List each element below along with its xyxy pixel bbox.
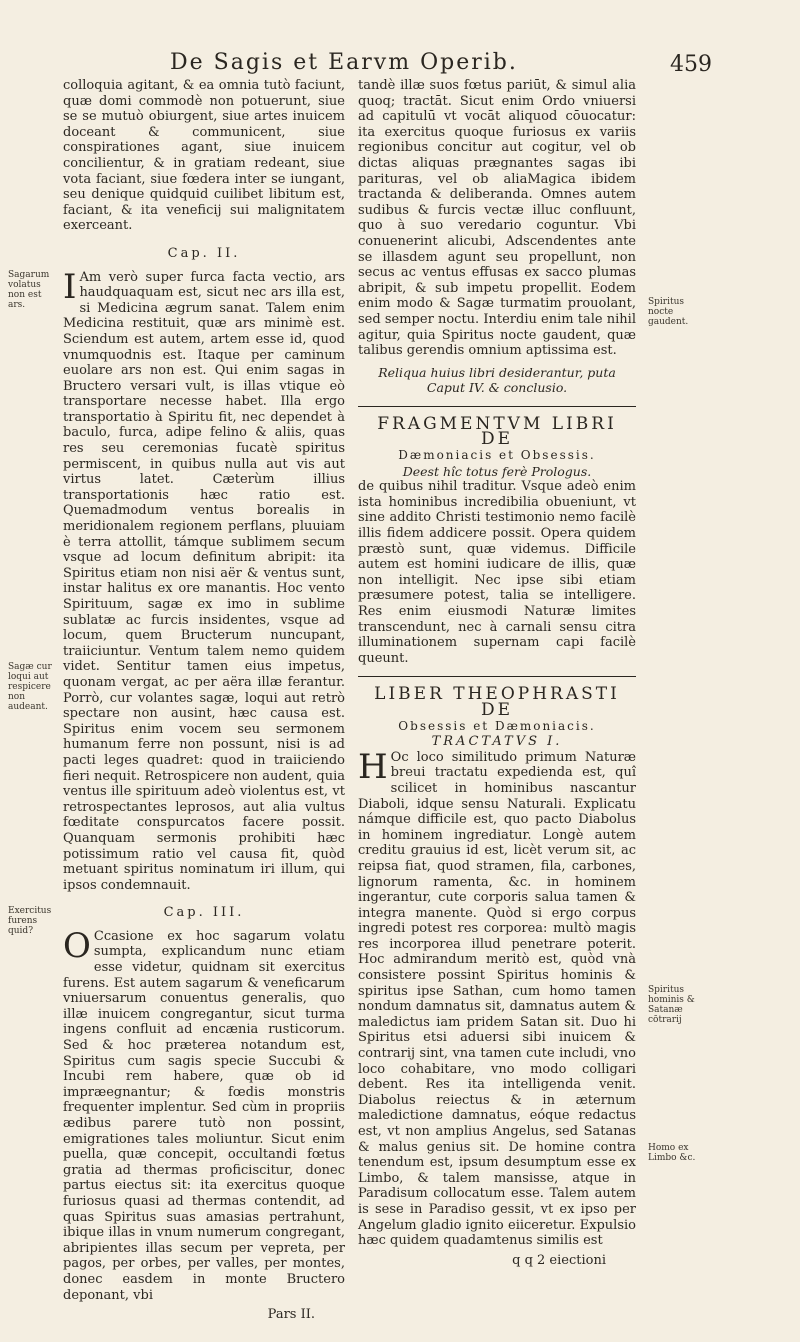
paragraph: O Ccasione ex hoc sagarum volatu sumpta, explicandum nunc etiam esse videtur, quidnam sit exercitus furens. Est autem sagarum & veneficarum vniuersarum conuentus generalis, quo illæ inuicem congregantur, sicut turma ingens confluit ad encænia rusticorum. Sed & hoc præterea notandum est, Spiritus cum sagis specie Succubi & Incubi rem habere, quæ ob id impræegnantur; & fœdis monstris frequenter implentur. Sed cùm in propriis ædibus parere tutò non possint, emigrationes tales moliuntur. Sicut enim puella, quæ concepit, occultandi fœtus gratia ad thermas proficiscitur, donec partus eiectus sit: ita exercitus quoque furiosus quasi ad thermas contendit, ad quas Spiritus suas amasias pertrahunt, ibique illas in vnum numerum congregant, abripientes illas secum per vepreta, per pagos, per orbes, per valles, per montes, donec easdem in monte Bructero deponant, vbi [63,925,345,1303]
drop-cap: I [63,266,77,307]
paragraph: H Oc loco similitudo primum Naturæ breui tractatu expedienda est, quî scilicet in hominibus nascantur Diaboli, idque sensu Naturali. Explicatu námque difficile est, quo pacto Diabolus in hominem ingrediatur. Longè autem creditu grauius id est, licèt verum sit, ac reipsa fiat, quod stramen, fila, carbones, lignorum ramenta, &c. in hominem ingerantur, cute corporis salua tamen & integra manente. Quòd si ergo corpus ingredi potest res corporea: multò magis res incorporea illud penetrare poterit. Hoc admirandum meritò est, quòd vnà consistere possint Spiritus hominis & spiritus ipse Sathan, cum homo tamen nondum damnatus sit, damnatus autem & maledictus iam pridem Satan sit. Duo hi Spiritus etsi aduersi sibi inuicem & contrarij sint, vna tamen cute includi, vno loco cohabitare, vno modo colligari debent. Res ita intelligenda venit. Diabolus reiectus & in æternum maledictione damnatus, eóque redactus est, vt non amplius Angelus, sed Satanas & malus genius sit. De homine contra tenendum est, ipsum desumptum esse ex Limbo, & talem mansisse, atque in Paradisum collocatum esse. Talem autem is sese in Paradiso gessit, vt ex ipso per Angelum gladio ignito eiiceretur. Expulsio hæc quidem quadamtenus similis est [358,746,636,1249]
page-number: 459 [670,52,712,77]
left-column [63,78,345,1323]
divider [358,676,636,677]
margin-note-1: Sagarum volatus non est ars. [8,270,50,310]
paragraph: I Am verò super furca facta vectio, ars haudquaquam est, sicut nec ars illa est, si Medicina ægrum sanat. Talem enim Medicina restituit, quæ ars minimè est. Sciendum est autem, artem esse id, quod vnumquodnis est. Itaque per caminum euolare ars non est. Qui enim sagas in Bructero versari vult, is illas vtique eò transportare necesse habet. Illa ergo transportatio à Spiritu fit, nec dependet à baculo, furca, adipe felino & aliis, quas res seu ceremonias fucatè spiritus permiscent, in quibus nulla aut vis aut virtus latet. Cæterùm illius transportationis hæc ratio est. Quemadmodum ventus borealis in meridionalem regionem perflans, pluuiam è terra attollit, támque sublimem secum vsque ad locum definitum abripit: ita Spiritus etiam non nisi aër & ventus sunt, instar halitus ex ore manantis. Hoc vento Spirituum, sagæ ex imo in sublime sublatæ ac furcis insidentes, vsque ad locum, quem Bructerum nuncupant, traiiciuntur. Ventum talem nemo quidem videt. Sentitur tamen eius impetus, quonam vergat, ac per aëra illæ ferantur. Porrò, cur volantes sagæ, loqui aut retrò spectare non ausint, hæc causa est. Spiritus enim vocem seu sermonem humanum ferre non possunt, nisi is ad pacti leges quadret: quod in traiiciendo fieri nequit. Retrospicere non audent, quia ventus ille spirituum adeò violentus est, vt retrospectantes leprosos, aut alia vultus fœditate conspurcatos facere possit. Quanquam sermonis prohibiti hæc potissimum ratio vel causa fit, quòd metuant spiritus nominatum iri illum, qui ipsos condemnauit. [63,266,345,893]
catchword: Pars II. [267,1307,315,1323]
chapter-heading: Cap. II. [167,245,241,261]
chapter-heading: Cap. III. [163,905,245,921]
note-text: Deest hîc totus ferè Prologus. [402,463,592,479]
drop-cap: O [63,925,91,966]
margin-note-6: Homo ex Limbo &c. [648,1143,696,1163]
tractate-heading: TRACTATVS I. [431,734,563,750]
margin-note-5: Spiritus hominis & Satanæ cōtrarij [648,985,695,1025]
divider [358,406,636,407]
signature-mark: q q 2 eiectioni [512,1252,606,1268]
section-title: FRAGMENTVM LIBRI DE [377,413,617,450]
paragraph: tandè illæ suos fœtus pariūt, & simul alia quoq; tractāt. Sicut enim Ordo vniuersi ad capitulū vt vocāt aliquod cōuocatur: ita exercitus quoque furiosus ex variis regionibus concitur aut cogitur, vel ob dictas aliquas prægnantes sagas ibi parituras, vel ob aliaMagica ibidem tractanda & deliberanda. Omnes autem sudibus & furcis vectæ illuc confluunt, quo à suo veredario coguntur. Vbi conuenerint alicubi, Adscendentes ante se illasdem agunt seu propellunt, non secus ac ventus effusas ex sacco plumas abripit, & sub impetu propellit. Eodem enim modo & Sagæ turmatim prouolant, sed semper noctu. Interdiu enim tale nihil agitur, quia Spiritus nocte gaudent, quæ talibus gerendis omnium aptissima est. [358,78,636,359]
margin-note-2: Sagæ cur loqui aut respicere non audeant. [8,662,52,712]
margin-note-3: Exercitus furens quid? [8,906,52,936]
drop-cap: H [358,746,388,787]
section-title: LIBER THEOPHRASTI DE [374,684,620,720]
section-subtitle: Dæmoniacis et Obsessis. [398,448,596,463]
paragraph: colloquia agitant, & ea omnia tutò faciunt, quæ domi commodè non potuerunt, siue se se mutuò obiurgent, siue artes inuicem doceant & communicent, siue conspirationes agant, siue inuicem concilientur, & in gratiam redeant, siue vota faciant, siue fœdera inter se iungant, seu denique quidquid cuilibet libitum est, faciant, & ita veneficij sui malignitatem exerceant. [63,78,345,234]
section-subtitle: Obsessis et Dæmoniacis. [398,718,596,733]
note-text: Reliqua huius libri desiderantur, puta Caput IV. & conclusio. [378,364,616,396]
right-column [358,78,636,1268]
header-title: De Sagis et Earvm Operib. [170,50,518,75]
margin-note-4: Spiritus nocte gaudent. [648,297,689,327]
paragraph: de quibus nihil traditur. Vsque adeò enim ista hominibus incredibilia obueniunt, vt sine addito Christi testimonio nemo facilè illis fidem addicere possit. Opera quidem præstò sunt, quæ videmus. Difficile autem est homini iudicare de illis, quæ non intelligit. Nec ipse sibi etiam præsumere potest, talia se intelligere. Res enim eiusmodi Naturæ limites transcendunt, nec à carnali sensu citra illuminationem supernam capi facilè queunt. [358,479,636,666]
